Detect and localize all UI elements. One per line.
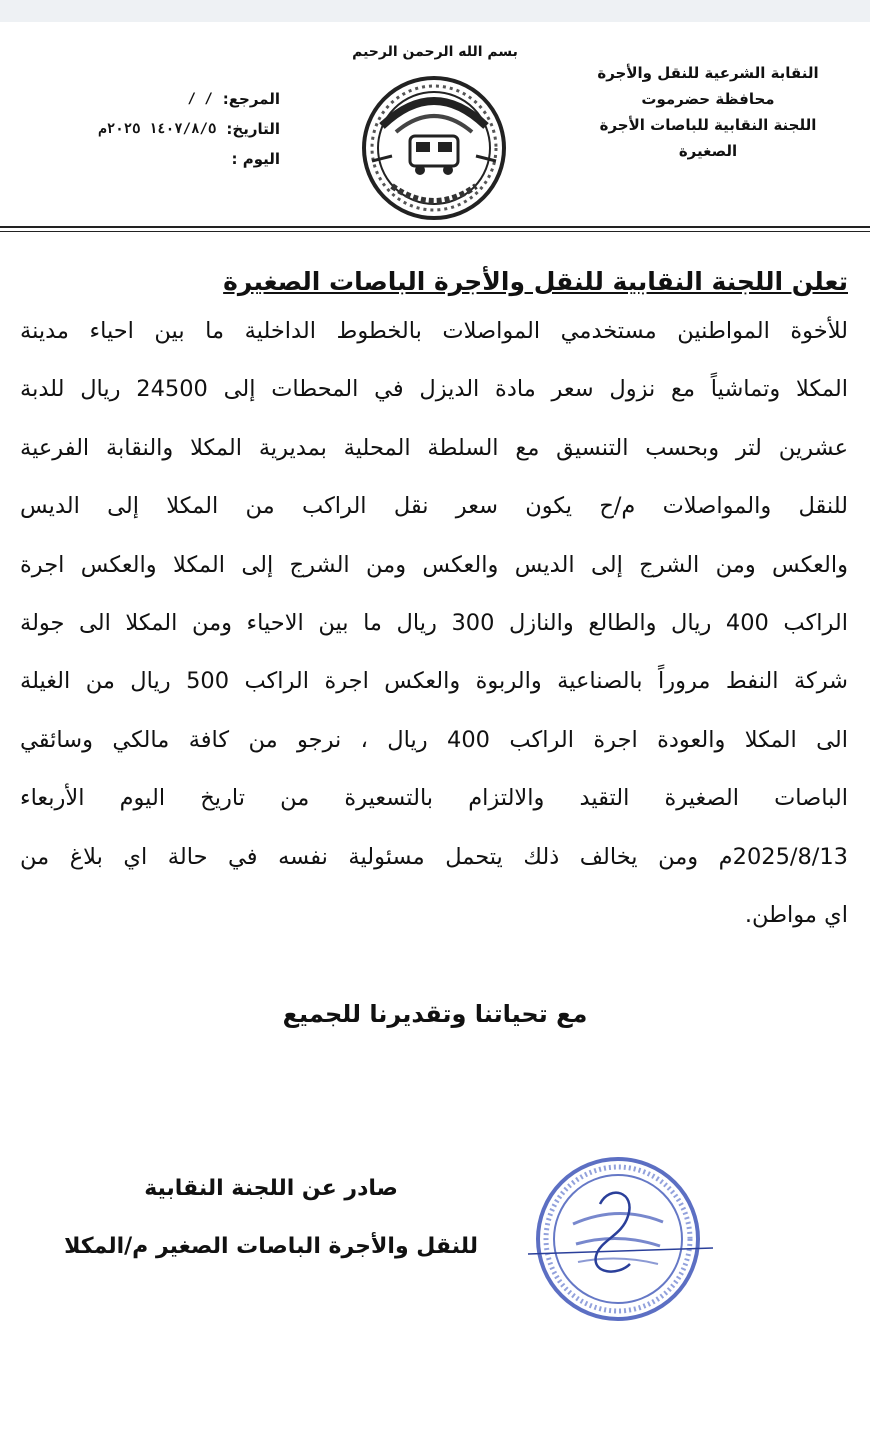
organization-block: [588, 60, 828, 164]
body-line: الباصات الصغيرة التقيد والالتزام بالتسعيرة من تاريخ اليوم الأربعاء: [20, 785, 848, 812]
header-divider-thin: [0, 231, 870, 232]
body-line: 2025/8/13م ومن يخالف ذلك يتحمل مسئولية نفسه في حالة اي بلاغ من: [20, 843, 848, 870]
basmala: بسم الله الرحمن الرحيم: [352, 44, 518, 60]
org-line-2: محافظة حضرموت: [641, 90, 775, 108]
day-row: [40, 144, 280, 174]
body-line: اي مواطن.: [744, 902, 848, 929]
announcement-body: [20, 262, 848, 944]
top-strip: [0, 0, 870, 22]
date-value: ١٤٠٧/٨/٥ ٢٠٢٥م: [98, 121, 217, 137]
reference-label: المرجع:: [222, 90, 280, 108]
announcement-title: تعلن اللجنة النقابية للنقل والأجرة الباصات الصغيرة: [223, 267, 848, 296]
day-label: اليوم :: [231, 150, 280, 168]
signature-line-1: صادر عن اللجنة النقابية: [144, 1176, 398, 1201]
signature-block: [64, 1160, 478, 1276]
reference-value: / /: [187, 91, 213, 107]
signature-line-2: للنقل والأجرة الباصات الصغير م/المكلا: [64, 1234, 478, 1259]
reference-row: [40, 84, 280, 114]
reference-block: [40, 84, 280, 174]
body-line: الى المكلا والعودة اجرة الراكب 400 ريال ، نرجو من كافة مالكي وسائقي: [20, 726, 848, 753]
body-line: للنقل والمواصلات م/ح يكون سعر نقل الراكب من المكلا إلى الديس: [20, 493, 848, 520]
official-stamp-icon: [518, 1144, 718, 1334]
body-line: المكلا وتماشياً مع نزول سعر مادة الديزل في المحطات إلى 24500 ريال للدبة: [20, 376, 848, 403]
closing-greeting: مع تحياتنا وتقديرنا للجميع: [282, 1000, 588, 1028]
org-line-3: اللجنة النقابية للباصات الأجرة: [599, 116, 817, 134]
body-line: عشرين لتر وبحسب التنسيق مع السلطة المحلية بمديرية المكلا والنقابة الفرعية: [20, 434, 848, 461]
body-line: الراكب 400 ريال والطالع والنازل 300 ريال ما بين الاحياء ومن المكلا الى جولة: [20, 610, 848, 637]
body-line: شركة النفط مروراً بالصناعية والربوة والعكس اجرة الراكب 500 ريال من الغيلة: [20, 668, 848, 695]
body-line: والعكس ومن الشرج إلى الديس والعكس ومن الشرج إلى المكلا والعكس اجرة: [20, 551, 848, 578]
letterhead: [0, 22, 870, 227]
union-logo-icon: [352, 66, 516, 226]
date-label: التاريخ:: [226, 120, 280, 138]
org-line-4: الصغيرة: [678, 142, 738, 160]
body-line: للأخوة المواطنين مستخدمي المواصلات بالخطوط الداخلية ما بين احياء مدينة: [20, 318, 848, 344]
header-divider: [0, 226, 870, 228]
org-line-1: النقابة الشرعية للنقل والأجرة: [597, 64, 819, 82]
date-row: [40, 114, 280, 144]
